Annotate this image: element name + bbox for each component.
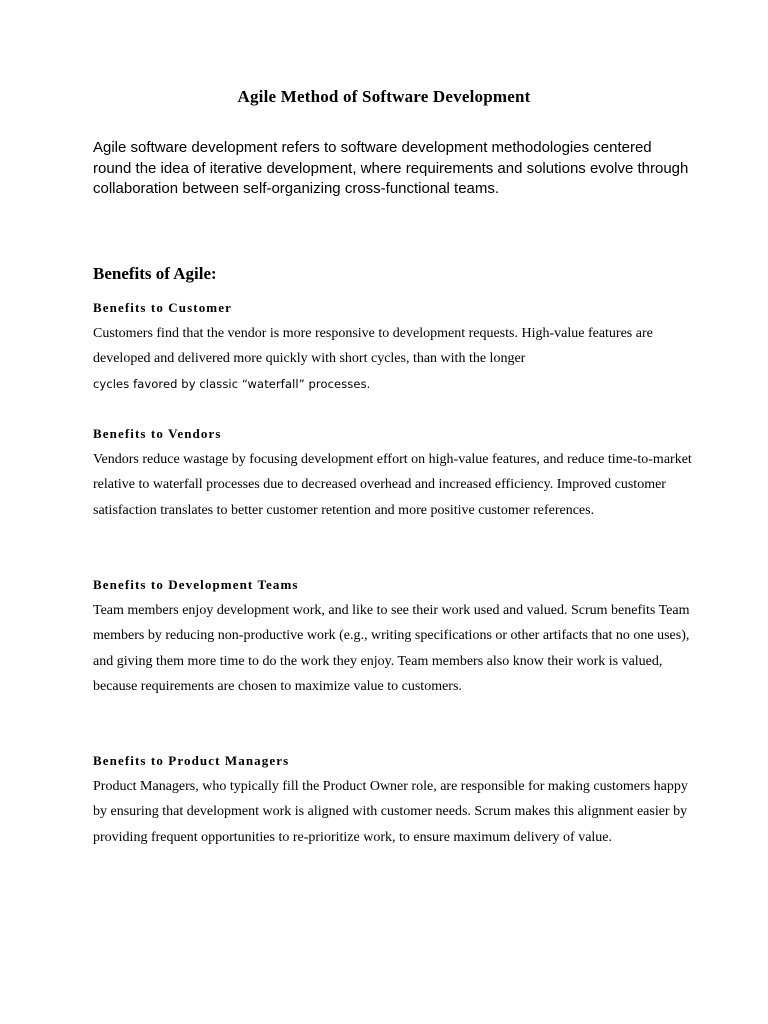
section-body: Product Managers, who typically fill the Product Owner role, are responsible for making customers happy by ensuring that development work is aligned with customer needs. Scrum makes this alignment easier by providing frequent opportunities to re-prioritize work, to ensure maximum delivery of value. (93, 779, 688, 845)
section-body (93, 321, 693, 397)
section-body: Vendors reduce wastage by focusing development effort on high-value features, and reduce time-to-market relative to waterfall processes due to decreased overhead and increased efficiency. Improved customer satisfaction translates to better customer retention and more positive customer references. (93, 452, 692, 518)
section-development-teams (93, 576, 693, 699)
section-heading: Benefits to Product Managers (93, 753, 290, 768)
section-heading: Benefits to Customer (93, 300, 232, 315)
section-customer (93, 299, 693, 397)
section-heading: Benefits to Vendors (93, 426, 222, 441)
section-body-text: Customers find that the vendor is more responsive to development requests. High-value features are developed and delivered more quickly with short cycles, than with the longer (93, 326, 653, 367)
benefits-heading: Benefits of Agile: (93, 264, 217, 283)
document-title: Agile Method of Software Development (237, 87, 531, 106)
intro-paragraph: Agile software development refers to software development methodologies centered round the idea of iterative development, where requirements and solutions evolve through collaboration between self-organizing cross-functional teams. (93, 139, 689, 197)
section-product-managers (93, 752, 693, 850)
section-vendors (93, 425, 693, 523)
section-body: Team members enjoy development work, and like to see their work used and valued. Scrum benefits Team members by reducing non-productive work (e.g., writing specifications or other artifacts that no one uses), and giving them more time to do the work they enjoy. Team members also know their work is valued, because requirements are chosen to maximize value to customers. (93, 603, 690, 694)
section-heading: Benefits to Development Teams (93, 577, 299, 592)
section-body-tail: cycles favored by classic “waterfall” processes. (93, 376, 371, 391)
